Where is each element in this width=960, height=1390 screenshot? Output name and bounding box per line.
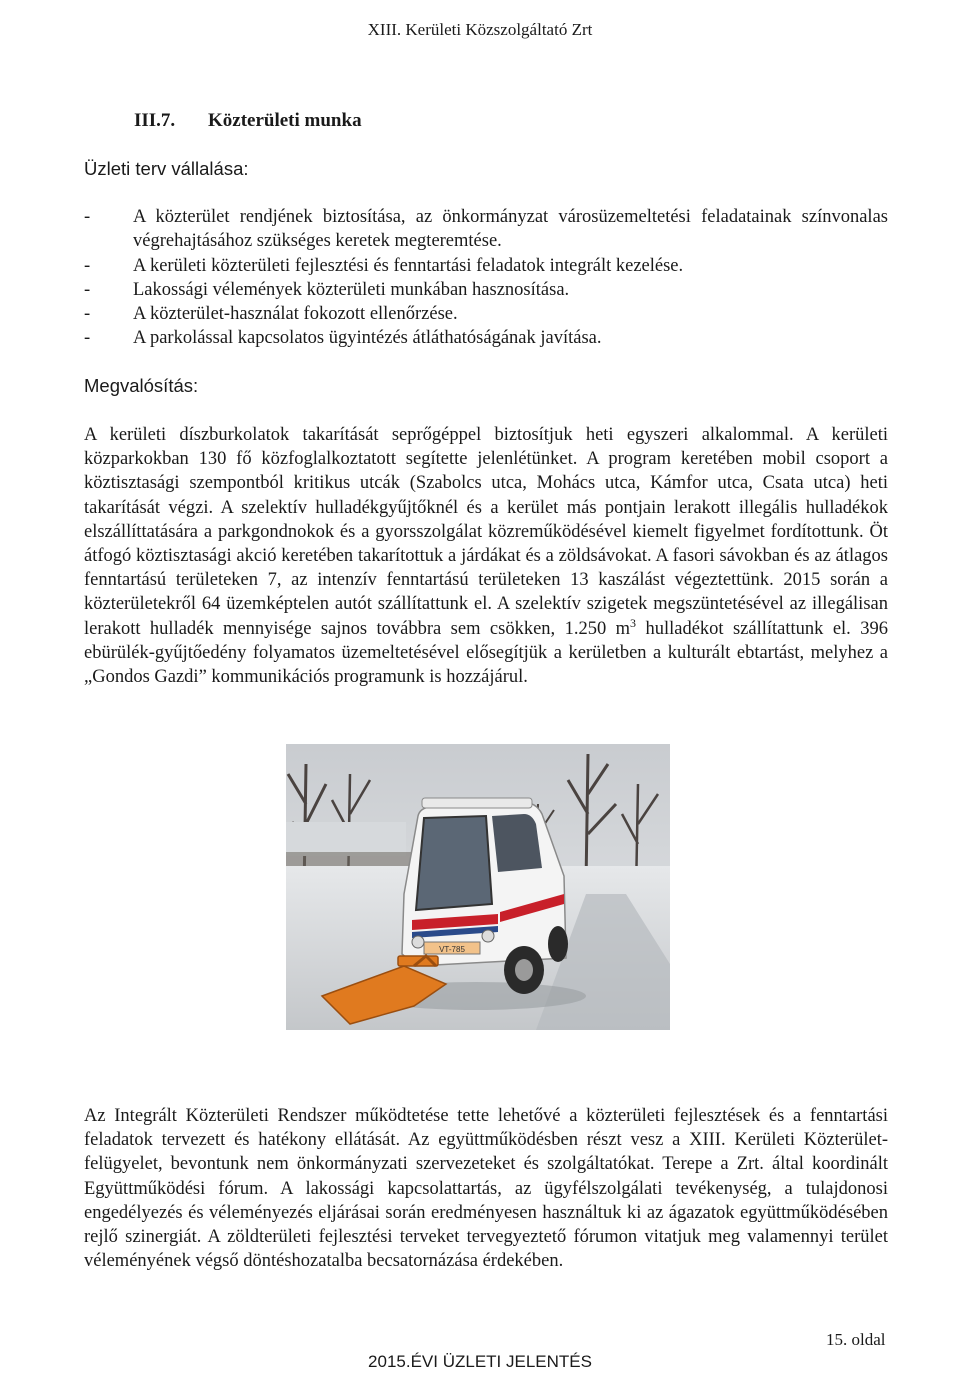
front-wheel-rim — [515, 959, 533, 981]
list-item: - A kerületi közterületi fejlesztési és fenntartási feladatok integrált kezelése. — [84, 254, 888, 278]
side-window — [492, 814, 542, 872]
windshield — [416, 816, 492, 910]
realization-paragraph — [84, 423, 888, 689]
realization-label: Megvalósítás: — [84, 375, 199, 396]
page-header: XIII. Kerületi Közszolgáltató Zrt — [367, 20, 593, 39]
street-sweeper-photo — [286, 744, 670, 1030]
footer-title: 2015.ÉVI ÜZLETI JELENTÉS — [368, 1352, 592, 1371]
plan-label: Üzleti terv vállalása: — [84, 158, 249, 179]
superscript-3: 3 — [630, 615, 637, 630]
headlight-left — [412, 936, 424, 948]
list-item: - A közterület-használat fokozott ellenőrzése. — [84, 302, 888, 326]
realization-text-1: A kerületi díszburkolatok takarítását seprőgéppel biztosítjuk heti egyszeri alkalommal. A kerületi közparkokban 130 fő közfoglalkoztatott segítette jelenlétünket. A program keretében mobil csoport a köztisztasági szempontból kritikus utcák (Szabolcs utca, Mohács utca, Kámfor utca, Csata utca) heti takarítását végzi. A szelektív hulladékgyűjtőknél és a kerület más pontjain lerakott illegális hulladékok elszállíttatására a parkgondnokok és a gyorsszolgálat közreműködésével kiemelt figyelmet fordítottunk. Öt átfogó köztisztasági akció keretében takarítottuk a járdákat és a zöldsávokat. A fasori sávokban és az átlagos fenntartású területeken 7, az intenzív fenntartású területeken 13 kaszálást végeztettünk. 2015 során a közterületekről 64 üzemképtelen autót szállítattunk el. A szelektív szigetek megszüntetésével az illegálisan lerakott hulladék mennyisége sajnos továbbra sem csökken, 1.250 m — [84, 425, 888, 639]
plan-list — [84, 205, 888, 351]
headlight-right — [482, 930, 494, 942]
closing-paragraph: Az Integrált Közterületi Rendszer működtetése tette lehetővé a közterületi fejlesztések és a fenntartási feladatok tervezett és hatékony ellátását. Az együttműködésben részt vesz a XIII. Kerületi Közterület-felügyelet, bevontunk nem önkormányzati szervezeteket és szolgáltatókat. Terepe a Zrt. által koordinált Együttműködési fórum. A lakossági kapcsolattartás, az ügyfélszolgálati tevékenység, a tulajdonosi engedélyezés és véleményezés eljárásai során eredményesen használtuk ki az ágazatok együttműködésében rejlő szinergiát. A zöldterületi fejlesztési terveket tervegyeztető fórumon vitatjuk meg valamennyi terület véleményének végső döntéshozatalba becsatornázása érdekében. — [84, 1106, 888, 1272]
section-number: III.7. — [134, 110, 176, 131]
list-item: - Lakossági vélemények közterületi munkában hasznosítása. — [84, 278, 888, 302]
section-heading — [134, 110, 362, 132]
list-item-text: Lakossági vélemények közterületi munkában hasznosítása. — [133, 279, 570, 300]
frozen-lake — [286, 822, 406, 856]
realization-text-2: hulladékot szállítattunk el. 396 ebürülék-gyűjtőedény folyamatos üzemeltetésével elősegítjük a kerületben a kulturált ebtartást, melyhez a „Gondos Gazdi” kommunikációs programunk is hozzájárul. — [84, 618, 888, 688]
plate-text: VT-785 — [439, 945, 465, 954]
list-item: - A parkolással kapcsolatos ügyintézés átláthatóságának javítása. — [84, 326, 888, 350]
section-title: Közterületi munka — [208, 110, 362, 131]
rear-wheel — [548, 926, 568, 962]
vehicle-roof — [422, 798, 532, 808]
list-item-text: A parkolással kapcsolatos ügyintézés átláthatóságának javítása. — [133, 328, 602, 349]
list-item-text: A közterület rendjének biztosítása, az önkormányzat városüzemeltetési feladatainak színvonalas végrehajtásához szükséges keretek megteremtése. — [133, 207, 888, 252]
list-item: - A közterület rendjének biztosítása, az önkormányzat városüzemeltetési feladatainak színvonalas végrehajtásához szükséges keretek megteremtése. — [84, 205, 888, 254]
page-number: 15. oldal — [826, 1330, 886, 1349]
list-item-text: A kerületi közterületi fejlesztési és fenntartási feladatok integrált kezelése. — [133, 255, 684, 276]
list-item-text: A közterület-használat fokozott ellenőrzése. — [133, 304, 458, 325]
